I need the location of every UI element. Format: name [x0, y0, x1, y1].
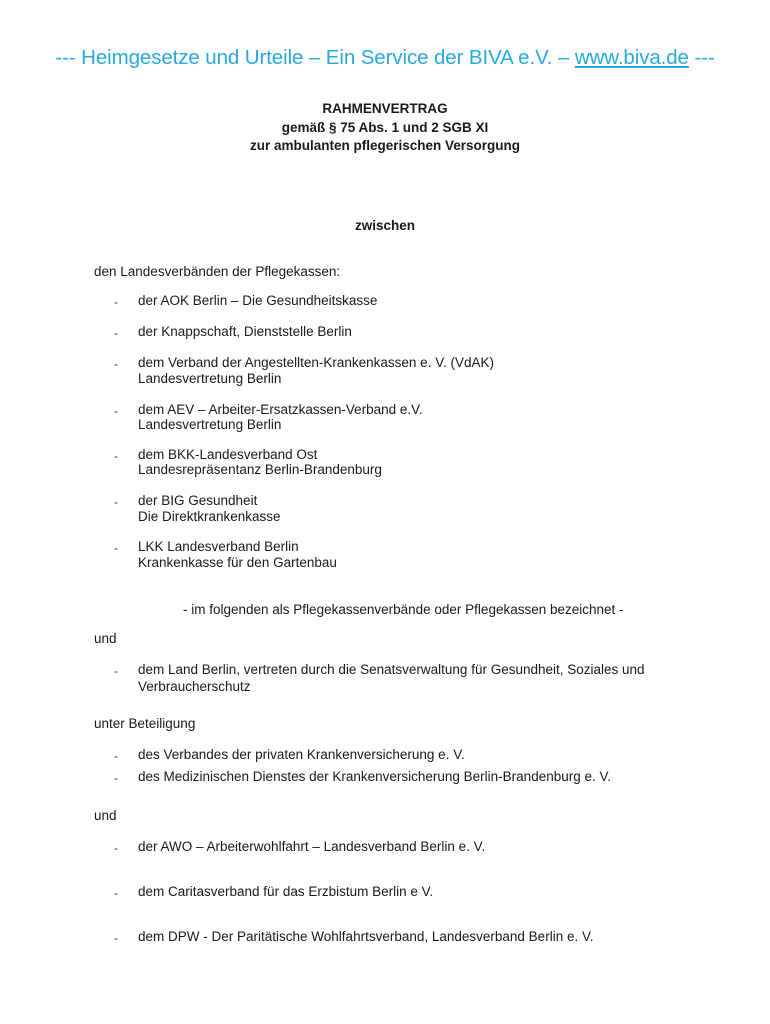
- list-item-text: der AWO – Arbeiterwohlfahrt – Landesverband Berlin e. V.: [138, 839, 486, 854]
- designation-note: - im folgenden als Pflegekassenverbände oder Pflegekassen bezeichnet -: [183, 602, 624, 617]
- list-item-subtext: Krankenkasse für den Gartenbau: [138, 555, 337, 570]
- list-dash: -: [114, 749, 118, 763]
- list-dash: -: [114, 664, 118, 678]
- list-dash: -: [114, 841, 118, 855]
- list-item-text: LKK Landesverband Berlin: [138, 539, 299, 554]
- between-heading: zwischen: [354, 218, 416, 233]
- list-dash: -: [114, 495, 118, 509]
- list-item-text: der AOK Berlin – Die Gesundheitskasse: [138, 293, 378, 308]
- list-dash: -: [114, 886, 118, 900]
- list-item-subtext: Verbraucherschutz: [138, 679, 251, 694]
- conjunction-und: und: [94, 631, 117, 646]
- list-item-subtext: Landesvertretung Berlin: [138, 417, 282, 432]
- biva-website-link[interactable]: www.biva.de: [574, 46, 689, 69]
- list-item-text: der Knappschaft, Dienststelle Berlin: [138, 324, 352, 339]
- list-dash: -: [114, 541, 118, 555]
- kassen-intro: den Landesverbänden der Pflegekassen:: [94, 264, 341, 279]
- biva-service-banner: [0, 46, 770, 70]
- list-item-text: dem Verband der Angestellten-Krankenkassen e. V. (VdAK): [138, 355, 494, 370]
- list-item-text: des Medizinischen Dienstes der Krankenversicherung Berlin-Brandenburg e. V.: [138, 769, 612, 784]
- list-item-text: dem Caritasverband für das Erzbistum Berlin e V.: [138, 884, 434, 899]
- document-title: RAHMENVERTRAG: [322, 101, 448, 116]
- list-item-subtext: Die Direktkrankenkasse: [138, 509, 281, 524]
- list-dash: -: [114, 931, 118, 945]
- conjunction-und: und: [94, 808, 117, 823]
- list-item-subtext: Landesrepräsentanz Berlin-Brandenburg: [138, 462, 382, 477]
- document-subtitle-legal-basis: gemäß § 75 Abs. 1 und 2 SGB XI: [281, 120, 489, 135]
- banner-text: --- Heimgesetze und Urteile – Ein Service der BIVA e.V. –: [55, 46, 575, 69]
- list-dash: -: [114, 771, 118, 785]
- list-item-text: dem DPW - Der Paritätische Wohlfahrtsverband, Landesverband Berlin e. V.: [138, 929, 594, 944]
- list-item-text: dem Land Berlin, vertreten durch die Senatsverwaltung für Gesundheit, Soziales und: [138, 662, 645, 677]
- list-item-subtext: Landesvertretung Berlin: [138, 371, 282, 386]
- list-item-text: der BIG Gesundheit: [138, 493, 258, 508]
- banner-suffix: ---: [688, 46, 715, 69]
- list-item-text: des Verbandes der privaten Krankenversicherung e. V.: [138, 747, 465, 762]
- list-dash: -: [114, 326, 118, 340]
- list-item-text: dem BKK-Landesverband Ost: [138, 447, 318, 462]
- list-dash: -: [114, 357, 118, 371]
- document-subtitle-scope: zur ambulanten pflegerischen Versorgung: [249, 138, 521, 153]
- list-dash: -: [114, 295, 118, 309]
- list-item-text: dem AEV – Arbeiter-Ersatzkassen-Verband e.V.: [138, 402, 423, 417]
- participation-heading: unter Beteiligung: [94, 716, 196, 731]
- list-dash: -: [114, 449, 118, 463]
- list-dash: -: [114, 404, 118, 418]
